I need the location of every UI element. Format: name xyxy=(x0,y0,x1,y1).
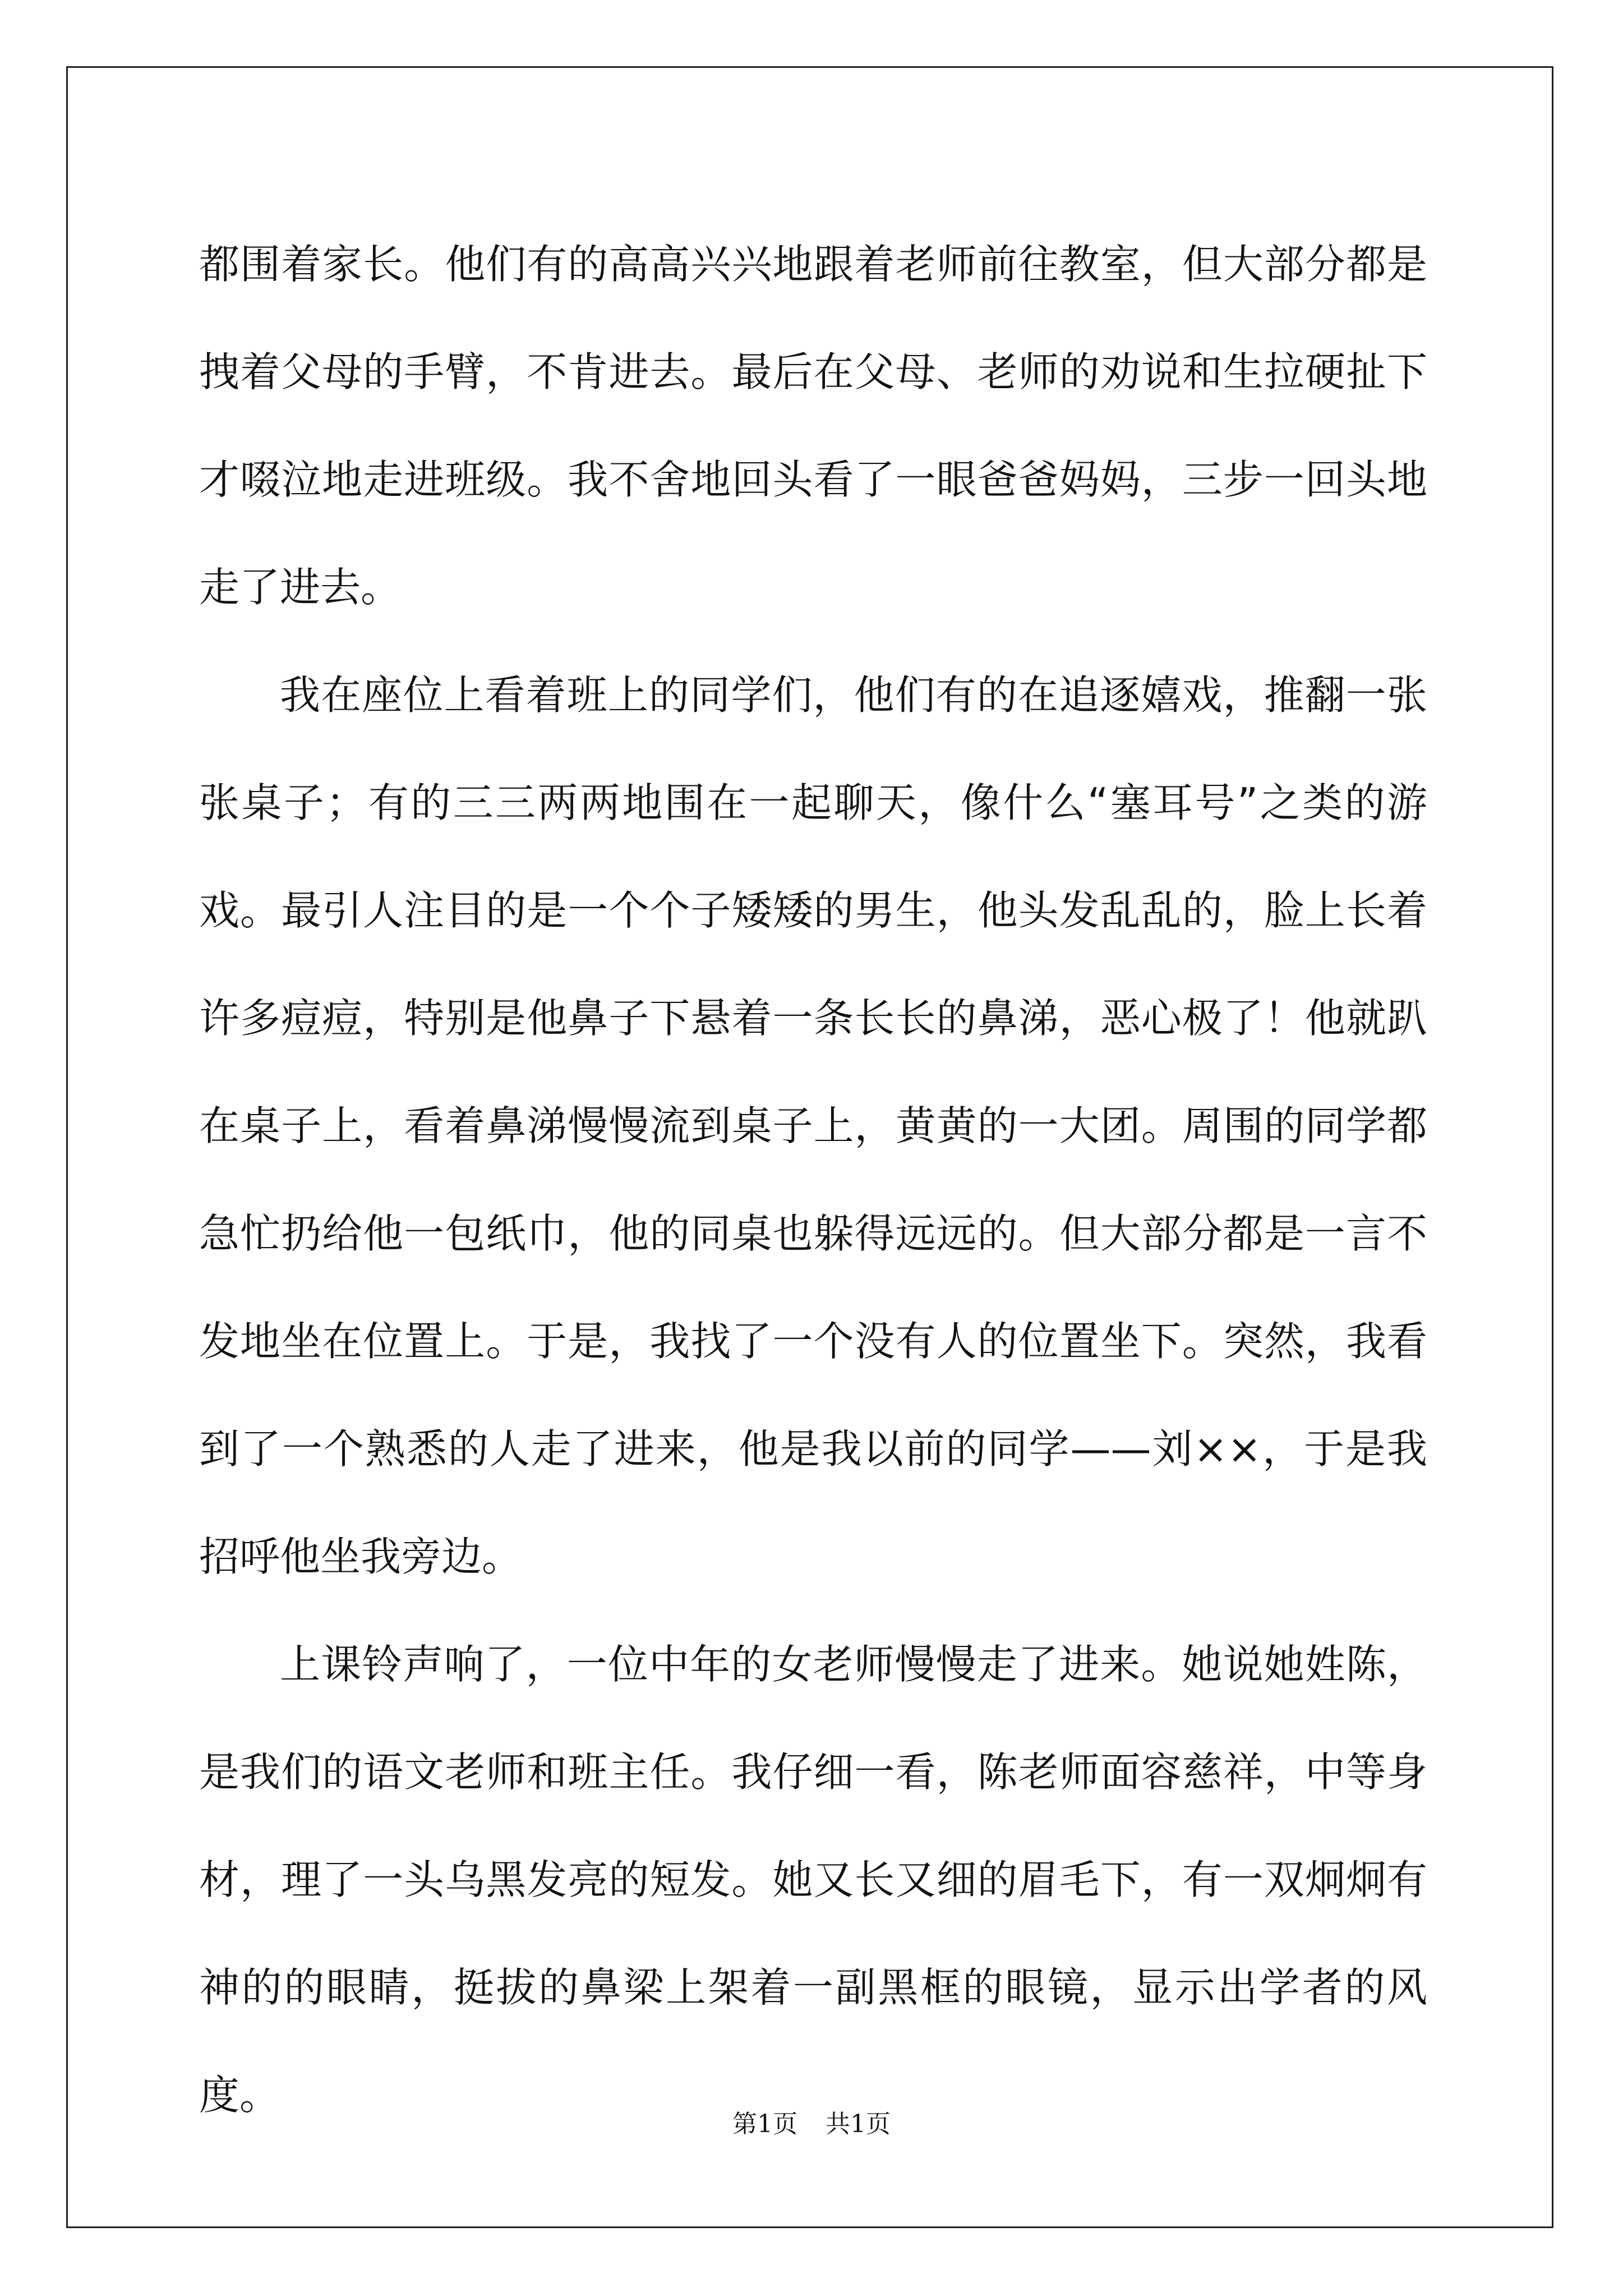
paragraph-2: 我在座位上看着班上的同学们，他们有的在追逐嬉戏，推翻一张张桌子；有的三三两两地围在一起聊天，像什么“塞耳号”之类的游戏。最引人注目的是一个个子矮矮的男生，他头发乱乱的，脸上长着许多痘痘，特别是他鼻子下悬着一条长长的鼻涕，恶心极了！他就趴在桌子上，看着鼻涕慢慢流到桌子上，黄黄的一大团。周围的同学都急忙扔给他一包纸巾，他的同桌也躲得远远的。但大部分都是一言不发地坐在位置上。于是，我找了一个没有人的位置坐下。突然，我看到了一个熟悉的人走了进来，他是我以前的同学——刘××，于是我招呼他坐我旁边。 xyxy=(199,671,1427,1580)
paragraph-3: 上课铃声响了，一位中年的女老师慢慢走了进来。她说她姓陈，是我们的语文老师和班主任。我仔细一看，陈老师面容慈祥，中等身材，理了一头乌黑发亮的短发。她又长又细的眉毛下，有一双炯炯有神的的眼睛，挺拔的鼻梁上架着一副黑框的眼镜，显示出学者的风度。 xyxy=(199,1641,1427,2119)
page-number: 第1页 xyxy=(732,2110,797,2138)
paragraph-1: 都围着家长。他们有的高高兴兴地跟着老师前往教室，但大部分都是拽着父母的手臂，不肯进去。最后在父母、老师的劝说和生拉硬扯下才啜泣地走进班级。我不舍地回头看了一眼爸爸妈妈，三步一回头地走了进去。 xyxy=(199,241,1427,611)
page-total: 共1页 xyxy=(826,2110,891,2138)
page-footer xyxy=(0,2104,1623,2139)
document-body xyxy=(199,210,1427,2149)
